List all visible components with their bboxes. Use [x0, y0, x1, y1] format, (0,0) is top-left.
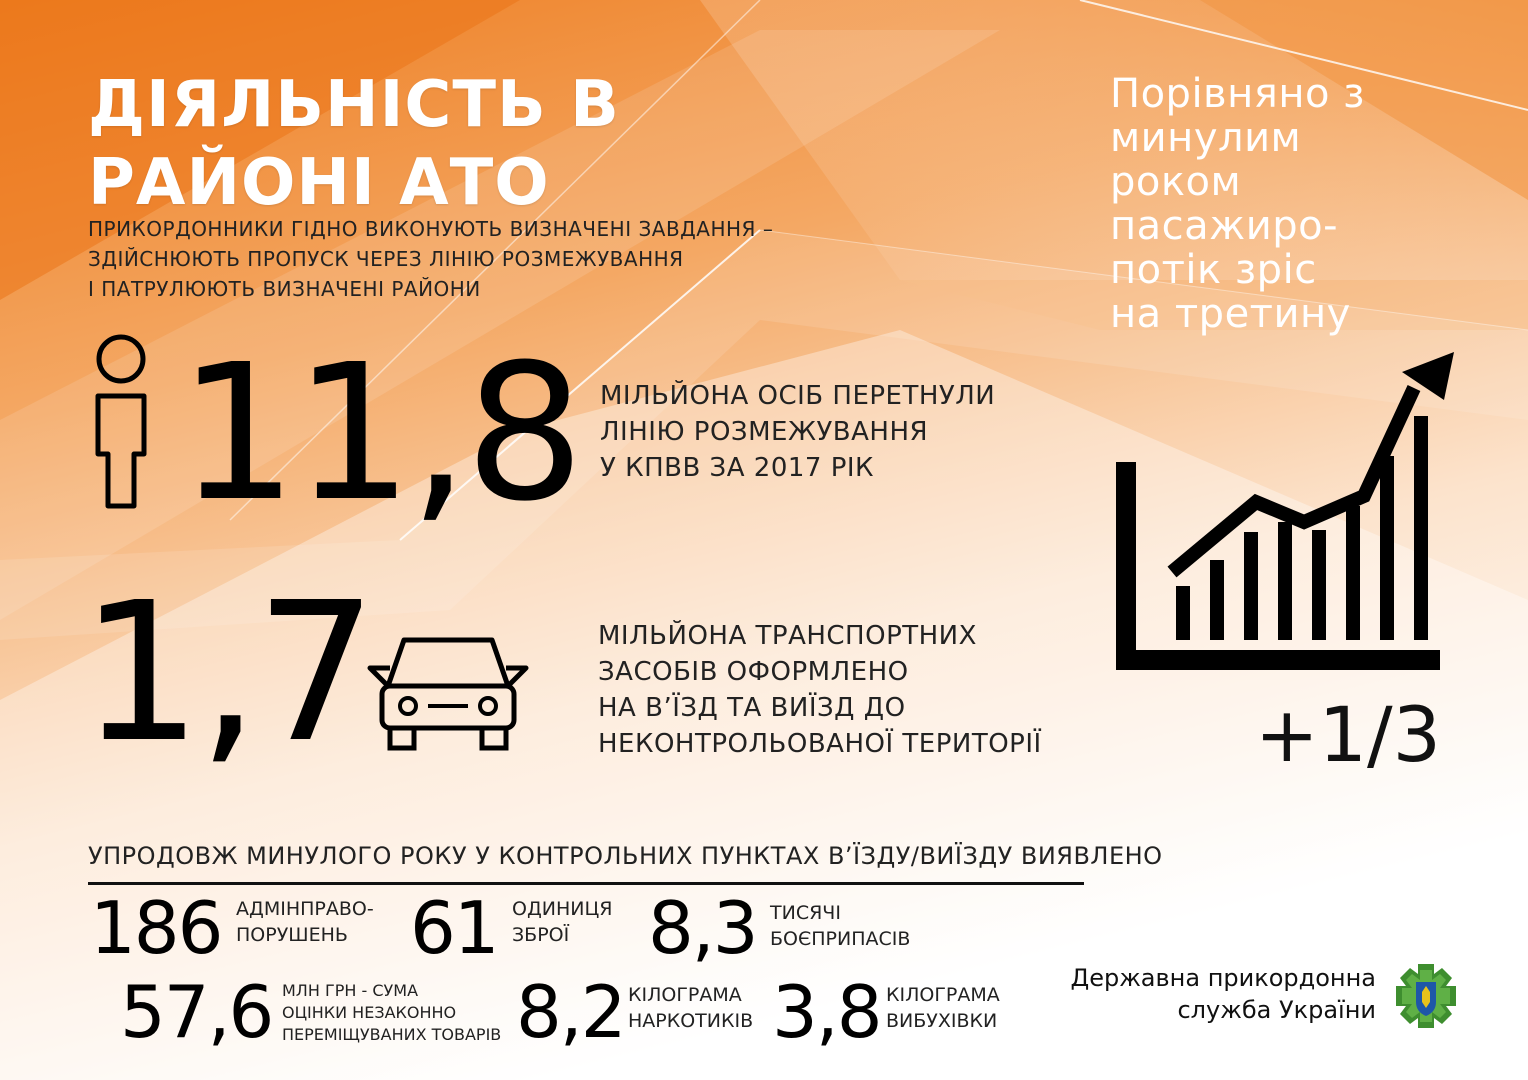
org-name-line-1: Державна прикордонна: [1070, 964, 1376, 992]
label-line: КІЛОГРАМА: [886, 984, 1000, 1006]
label-line: ОДИНИЦЯ: [512, 898, 613, 920]
label-line: ПЕРЕМІЩУВАНИХ ТОВАРІВ: [282, 1025, 502, 1044]
label-line: КІЛОГРАМА: [628, 984, 742, 1006]
subtitle-line-2: ЗДІЙСНЮЮТЬ ПРОПУСК ЧЕРЕЗ ЛІНІЮ РОЗМЕЖУВАННЯ: [88, 247, 684, 271]
stat-label: [236, 896, 374, 948]
label-line: МІЛЬЙОНА ТРАНСПОРТНИХ: [598, 621, 977, 651]
label-line: ЗАСОБІВ ОФОРМЛЕНО: [598, 657, 909, 687]
label-line: БОЄПРИПАСІВ: [770, 928, 911, 950]
page-subtitle: [88, 214, 773, 304]
comparison-text: [1110, 72, 1365, 336]
label-line: НАРКОТИКІВ: [628, 1010, 754, 1032]
vehicle-count-value: 1,7: [80, 562, 374, 785]
label-line: ВИБУХІВКИ: [886, 1010, 998, 1032]
vehicle-count-label: [598, 618, 1042, 762]
section-divider: [88, 882, 1084, 885]
label-line: МЛН ГРН - СУМА: [282, 981, 419, 1000]
label-line: ПОРУШЕНЬ: [236, 924, 348, 946]
comparison-line: потік зріс: [1110, 247, 1317, 293]
detections-title: УПРОДОВЖ МИНУЛОГО РОКУ У КОНТРОЛЬНИХ ПУНКТАХ В’ЇЗДУ/ВИЇЗДУ ВИЯВЛЕНО: [88, 842, 1163, 870]
label-line: У КПВВ ЗА 2017 РІК: [600, 453, 875, 483]
label-line: АДМІНПРАВО-: [236, 898, 374, 920]
stat-label: [628, 982, 753, 1034]
label-line: НА В’ЇЗД ТА ВИЇЗД ДО: [598, 693, 906, 723]
comparison-line: на третину: [1110, 291, 1351, 337]
page-title: [88, 66, 620, 222]
car-icon: [362, 624, 534, 754]
label-line: МІЛЬЙОНА ОСІБ ПЕРЕТНУЛИ: [600, 381, 996, 411]
label-line: ТИСЯЧІ: [770, 902, 841, 924]
people-count-label: [600, 378, 995, 486]
comparison-line: роком: [1110, 159, 1242, 205]
comparison-line: минулим: [1110, 115, 1302, 161]
label-line: ЗБРОЇ: [512, 924, 570, 946]
org-name: [1054, 962, 1376, 1026]
stat-value: 8,3: [648, 886, 757, 970]
label-line: ЛІНІЮ РОЗМЕЖУВАННЯ: [600, 417, 929, 447]
stat-value: 61: [410, 886, 498, 970]
title-line-1: ДІЯЛЬНІСТЬ В: [88, 68, 620, 142]
label-line: НЕКОНТРОЛЬОВАНОЇ ТЕРИТОРІЇ: [598, 729, 1042, 759]
stat-label: [512, 896, 612, 948]
growth-chart-icon: [1110, 346, 1460, 676]
stat-value: 3,8: [772, 970, 881, 1054]
growth-value: +1/3: [1255, 690, 1441, 779]
comparison-line: пасажиро-: [1110, 203, 1338, 249]
title-line-2: РАЙОНІ АТО: [88, 146, 550, 220]
stat-label: [282, 980, 501, 1046]
stat-value: 57,6: [120, 970, 273, 1054]
border-guard-emblem-icon: [1394, 962, 1458, 1030]
stat-value: 8,2: [516, 970, 625, 1054]
people-count-value: 11,8: [178, 324, 581, 543]
subtitle-line-1: ПРИКОРДОННИКИ ГІДНО ВИКОНУЮТЬ ВИЗНАЧЕНІ ЗАВДАННЯ –: [88, 217, 774, 241]
stat-label: [886, 982, 1000, 1034]
org-name-line-2: служба України: [1177, 996, 1376, 1024]
subtitle-line-3: І ПАТРУЛЮЮТЬ ВИЗНАЧЕНІ РАЙОНИ: [88, 277, 481, 301]
person-icon: [86, 332, 156, 512]
label-line: ОЦІНКИ НЕЗАКОННО: [282, 1003, 457, 1022]
stat-label: [770, 900, 910, 952]
stat-value: 186: [90, 886, 222, 970]
comparison-line: Порівняно з: [1110, 71, 1365, 117]
